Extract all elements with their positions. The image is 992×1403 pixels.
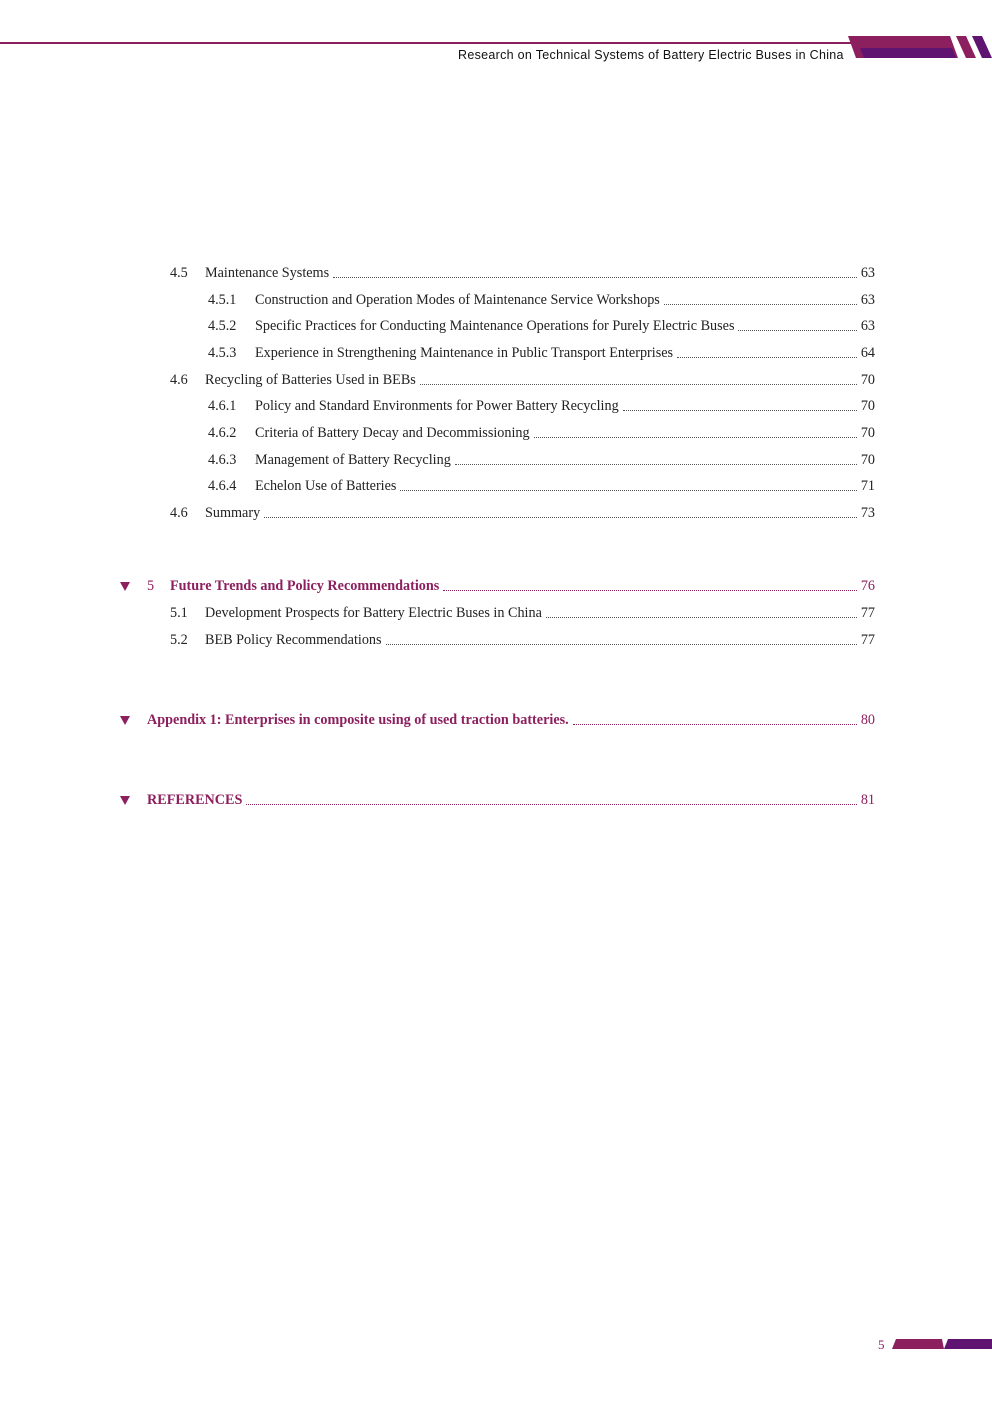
toc-title: Future Trends and Policy Recommendations (170, 578, 440, 594)
toc-page: 70 (860, 425, 875, 441)
dot-leader (333, 277, 857, 278)
toc-title: Recycling of Batteries Used in BEBs (205, 372, 416, 388)
toc-page: 73 (860, 505, 875, 521)
toc-appendix-1[interactable] (120, 709, 875, 729)
toc-number: 4.5.3 (208, 345, 237, 361)
toc-entry-4-5-3[interactable] (208, 342, 875, 362)
page-number: 5 (878, 1337, 885, 1352)
dot-leader (546, 617, 857, 618)
toc-title: Development Prospects for Battery Electric Buses in China (205, 605, 542, 621)
toc-number: 5.2 (170, 632, 188, 648)
toc-entry-4-5-2[interactable] (208, 315, 875, 335)
toc-title: Appendix 1: Enterprises in composite using of used traction batteries. (147, 712, 569, 728)
toc-number: 4.6.2 (208, 425, 237, 441)
toc-number: 5.1 (170, 605, 188, 621)
dot-leader (400, 490, 856, 491)
toc-entry-4-5-1[interactable] (208, 289, 875, 309)
toc-number: 4.6.1 (208, 398, 237, 414)
toc-title: Specific Practices for Conducting Maintenance Operations for Purely Electric Buses (255, 318, 735, 334)
dot-leader (573, 724, 857, 725)
toc-entry-4-6-2[interactable] (208, 422, 875, 442)
toc-number: 4.5 (170, 265, 188, 281)
toc-entry-4-5[interactable] (170, 262, 875, 282)
dot-leader (455, 464, 857, 465)
toc-title: Policy and Standard Environments for Power Battery Recycling (255, 398, 619, 414)
dot-leader (738, 330, 856, 331)
toc-page: 71 (860, 478, 875, 494)
footer-stripe-2 (944, 1339, 992, 1349)
dot-leader (386, 644, 857, 645)
toc-title: REFERENCES (147, 792, 243, 808)
toc-references[interactable] (120, 789, 875, 809)
toc-entry-5-1[interactable] (170, 602, 875, 622)
toc-number: 4.6.3 (208, 452, 237, 468)
toc-title: Maintenance Systems (205, 265, 330, 281)
toc-page: 70 (860, 372, 875, 388)
dot-leader (623, 410, 857, 411)
dot-leader (677, 357, 857, 358)
toc-title: Management of Battery Recycling (255, 452, 451, 468)
footer-stripe-1 (892, 1339, 944, 1349)
toc-number: 4.5.2 (208, 318, 237, 334)
toc-title: Echelon Use of Batteries (255, 478, 397, 494)
toc-number: 5 (147, 578, 155, 594)
dot-leader (443, 590, 857, 591)
toc-title: BEB Policy Recommendations (205, 632, 382, 648)
toc-number: 4.6 (170, 372, 188, 388)
triangle-down-icon (120, 582, 130, 591)
dot-leader (420, 384, 857, 385)
toc-title: Summary (205, 505, 261, 521)
toc-page: 70 (860, 452, 875, 468)
triangle-down-icon (120, 796, 130, 805)
dot-leader (246, 804, 856, 805)
footer-stripes-decoration (892, 1339, 992, 1349)
toc-title: Criteria of Battery Decay and Decommissioning (255, 425, 530, 441)
triangle-down-icon (120, 716, 130, 725)
toc-page: 70 (860, 398, 875, 414)
toc-entry-5-2[interactable] (170, 629, 875, 649)
toc-page: 63 (860, 292, 875, 308)
toc-entry-summary[interactable] (170, 502, 875, 522)
dot-leader (264, 517, 857, 518)
toc-page: 80 (860, 712, 875, 728)
toc-entry-4-6-3[interactable] (208, 449, 875, 469)
running-header-title: Research on Technical Systems of Battery Electric Buses in China (458, 48, 844, 62)
toc-page: 76 (860, 578, 875, 594)
toc-page: 77 (860, 632, 875, 648)
toc-entry-4-6-1[interactable] (208, 395, 875, 415)
toc-number: 4.5.1 (208, 292, 237, 308)
toc-page: 81 (860, 792, 875, 808)
toc-title: Construction and Operation Modes of Maintenance Service Workshops (255, 292, 660, 308)
toc-page: 63 (860, 265, 875, 281)
toc-page: 64 (860, 345, 875, 361)
toc-page: 77 (860, 605, 875, 621)
toc-entry-4-6[interactable] (170, 369, 875, 389)
toc-page: 63 (860, 318, 875, 334)
toc-number: 4.6 (170, 505, 188, 521)
toc-chapter-5[interactable] (120, 575, 875, 595)
toc-number: 4.6.4 (208, 478, 237, 494)
dot-leader (534, 437, 857, 438)
toc-entry-4-6-4[interactable] (208, 475, 875, 495)
toc-title: Experience in Strengthening Maintenance in Public Transport Enterprises (255, 345, 674, 361)
dot-leader (664, 304, 857, 305)
